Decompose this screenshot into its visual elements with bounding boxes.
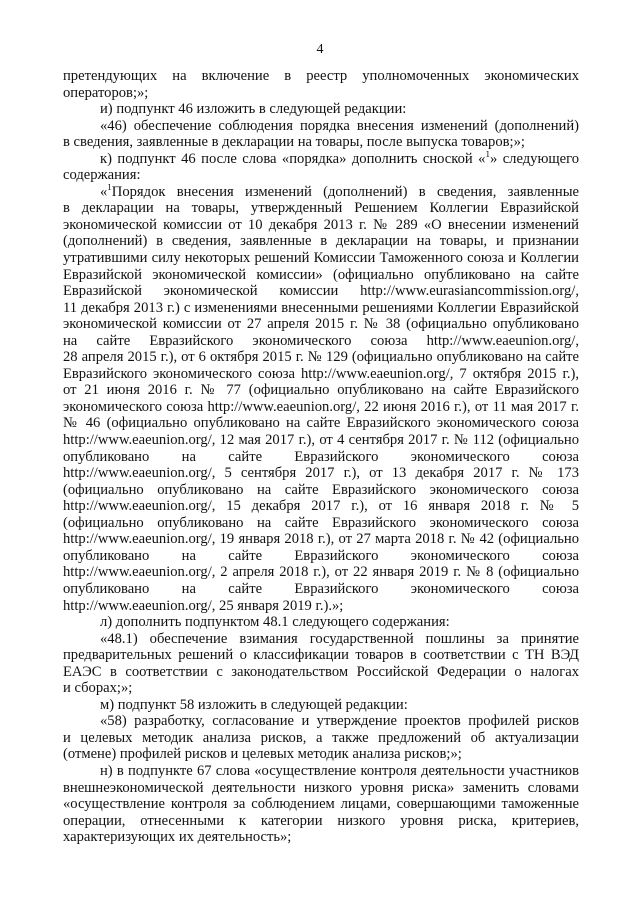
text-line: Евразийской экономической комиссии» (официально опубликовано на сайте <box>63 266 579 283</box>
footnote-marker: 1 <box>485 150 490 159</box>
text-line: утратившими силу некоторых решений Комиссии Таможенного союза и Коллегии <box>63 250 579 267</box>
text-line: на сайте Евразийского экономического союза http://www.eaeunion.org/, <box>63 332 579 349</box>
text-line: экономического союза http://www.eaeunion.org/, 22 июня 2016 г.), от 11 мая 2017 г. <box>63 398 579 415</box>
text-line: «осуществление контроля за соблюдением лицами, совершающими таможенные <box>63 796 579 813</box>
text-line: «46) обеспечение соблюдения порядка внесения изменений (дополнений) <box>100 117 579 134</box>
text-line: м) подпункт 58 изложить в следующей редакции: <box>100 696 408 713</box>
text-line: (официально опубликовано на сайте Евразийского экономического союза <box>63 514 579 531</box>
footnote-marker: 1 <box>107 183 112 192</box>
text-line: http://www.eaeunion.org/, 15 декабря 2017 г.), от 16 января 2018 г. № 5 <box>63 498 579 515</box>
text-line: характеризующих их деятельность»; <box>63 829 292 846</box>
page-number: 4 <box>316 42 324 57</box>
text-line: http://www.eaeunion.org/, 19 января 2018 г.), от 27 марта 2018 г. № 42 (официально <box>63 531 579 548</box>
text-line: (официально опубликовано на сайте Евразийского экономического союза <box>63 481 579 498</box>
text-line: (дополнений) в сведения, заявленные в декларации на товары, и признании <box>63 233 579 250</box>
text-line: 11 декабря 2013 г.) с изменениями внесенными решениями Коллегии Евразийской <box>63 299 579 316</box>
text-line: № 46 (официально опубликовано на сайте Евразийского экономического союза <box>63 415 579 432</box>
text-line: http://www.eaeunion.org/, 12 мая 2017 г.), от 4 сентября 2017 г. № 112 (официально <box>63 432 579 449</box>
text-line: ЕАЭС в соответствии с законодательством Российской Федерации о налогах <box>63 663 579 680</box>
text-line: «58) разработку, согласование и утверждение проектов профилей рисков <box>100 713 579 730</box>
text-line: от 21 июня 2016 г. № 77 (официально опубликовано на сайте Евразийского <box>63 382 579 399</box>
text-line: л) дополнить подпунктом 48.1 следующего содержания: <box>100 614 450 631</box>
text-line: внешнеэкономической деятельности низкого уровня риска» заменить словами <box>63 779 579 796</box>
text-line: http://www.eaeunion.org/, 5 сентября 2017 г.), от 13 декабря 2017 г. № 173 <box>63 465 579 482</box>
text-line: Евразийского экономического союза http://www.eaeunion.org/, 7 октября 2015 г.), <box>63 365 579 382</box>
text-line: и) подпункт 46 изложить в следующей редакции: <box>100 101 407 118</box>
text-line: «48.1) обеспечение взимания государственной пошлины за принятие <box>100 630 579 647</box>
text-line: содержания: <box>63 167 141 184</box>
text-line: опубликовано на сайте Евразийского экономического союза <box>63 448 579 465</box>
text-line: и сборах;»; <box>63 680 133 697</box>
text-line: опубликовано на сайте Евразийского экономического союза <box>63 547 579 564</box>
text-line: в декларации на товары, утвержденный Решением Коллегии Евразийской <box>63 200 579 217</box>
text-line: в сведения, заявленные в декларации на товары, после выпуска товаров;»; <box>63 134 525 151</box>
text-line: экономической комиссии от 27 апреля 2015 г. № 38 (официально опубликовано <box>63 316 579 333</box>
text-line: Евразийской экономической комиссии http://www.eurasiancommission.org/, <box>63 283 579 300</box>
document-body <box>63 68 579 846</box>
text-line: к) подпункт 46 после слова «порядка» дополнить сноской «$^1$» следующего <box>100 150 579 167</box>
text-line: предварительных решений о классификации товаров в соответствии с ТН ВЭД <box>63 647 579 664</box>
text-line: операции, отнесенными к категории низкого уровня риска, критериев, <box>63 812 579 829</box>
text-line: претендующих на включение в реестр уполномоченных экономических <box>63 68 579 84</box>
text-line: экономической комиссии от 10 декабря 2013 г. № 289 «О внесении изменений <box>63 216 579 233</box>
text-line: операторов;»; <box>63 84 149 101</box>
text-line: 28 апреля 2015 г.), от 6 октября 2015 г. № 129 (официально опубликовано на сайте <box>63 349 579 366</box>
text-line: опубликовано на сайте Евразийского экономического союза <box>63 580 579 597</box>
text-line: и целевых методик анализа рисков, а также предложений об актуализации <box>63 729 579 746</box>
text-line: (отмене) профилей рисков и целевых методик анализа рисков;»; <box>63 746 462 763</box>
text-line: http://www.eaeunion.org/, 25 января 2019 г.).»; <box>63 597 344 614</box>
text-line: http://www.eaeunion.org/, 2 апреля 2018 г.), от 22 января 2019 г. № 8 (официально <box>63 564 579 581</box>
text-line: «$^1$Порядок внесения изменений (дополнений) в сведения, заявленные <box>100 183 579 200</box>
text-line: н) в подпункте 67 слова «осуществление контроля деятельности участников <box>100 762 579 779</box>
